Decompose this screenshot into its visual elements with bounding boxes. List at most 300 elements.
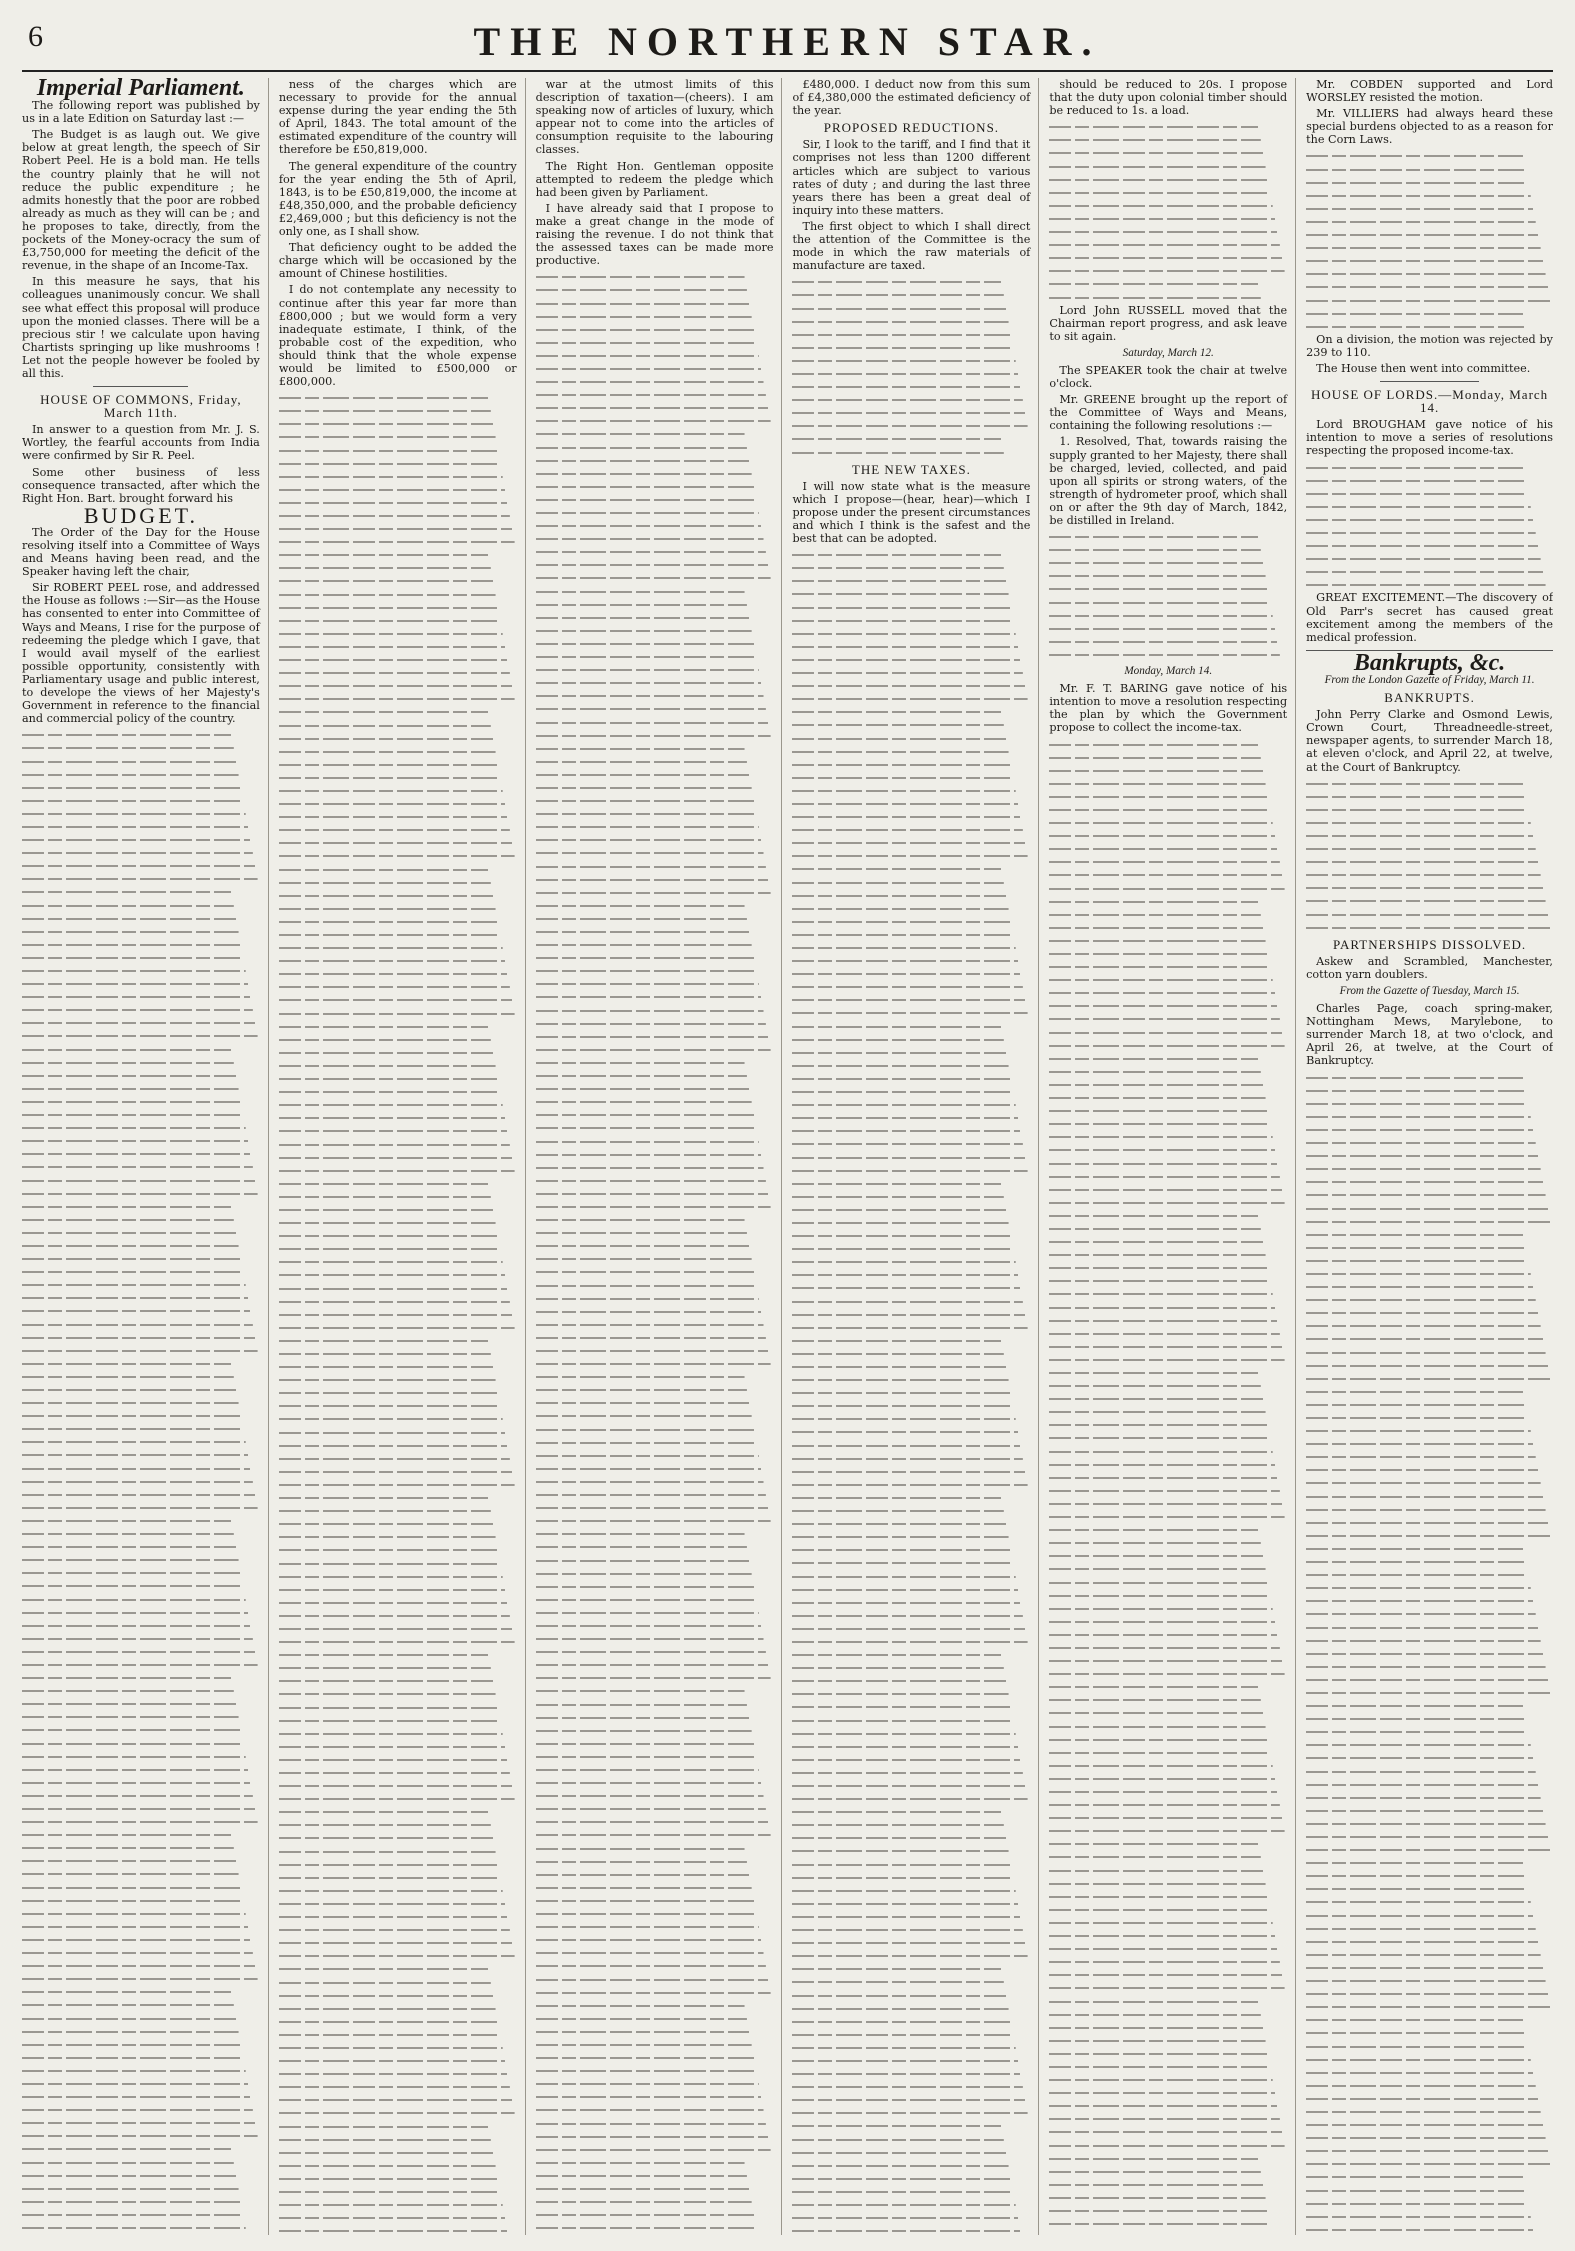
text-line — [22, 2182, 260, 2195]
text-line — [792, 393, 1030, 406]
text-line — [1049, 1510, 1287, 1523]
text-line — [279, 745, 517, 758]
text-line — [279, 1399, 517, 1412]
text-line — [279, 1360, 517, 1373]
text-line — [792, 1818, 1030, 1831]
text-line — [792, 1583, 1030, 1596]
text-line — [279, 954, 517, 967]
text-line — [536, 846, 774, 859]
text-line — [792, 1465, 1030, 1478]
text-line — [22, 912, 260, 925]
text-line — [1306, 803, 1553, 816]
text-line — [22, 1959, 260, 1972]
text-line — [22, 807, 260, 820]
text-line — [1306, 1935, 1553, 1948]
text-line — [1306, 1961, 1553, 1974]
text-line — [279, 509, 517, 522]
text-line — [1049, 1170, 1287, 1183]
subheading: PARTNERSHIPS DISSOLVED. — [1332, 936, 1527, 952]
text-continuation — [1306, 149, 1553, 332]
text-line — [279, 666, 517, 679]
text-line — [536, 362, 774, 375]
text-line — [279, 1596, 517, 1609]
text-line — [536, 1423, 774, 1436]
text-line — [792, 823, 1030, 836]
text-line — [792, 1190, 1030, 1203]
column-6 — [1306, 78, 1553, 2235]
paragraph: Mr. VILLIERS had always heard these special burdens objected to as a reason for the Corn Laws. — [1306, 107, 1553, 147]
text-line — [792, 941, 1030, 954]
text-line — [279, 889, 517, 902]
text-line — [536, 1436, 774, 1449]
text-line — [536, 1174, 774, 1187]
text-line — [1306, 1162, 1553, 1175]
text-line — [279, 784, 517, 797]
text-line — [279, 679, 517, 692]
paragraph: The first object to which I shall direct the attention of the Committee is the mode in which the raw materials of manufacture are taxed. — [792, 219, 1031, 273]
text-line — [536, 323, 774, 336]
text-line — [279, 2041, 517, 2054]
text-line — [536, 2077, 774, 2090]
text-line — [536, 2064, 774, 2077]
text-line — [792, 1059, 1030, 1072]
text-line — [1306, 1490, 1553, 1503]
text-line — [1306, 565, 1553, 578]
text-line — [792, 601, 1030, 614]
text-line — [536, 1645, 774, 1658]
text-line — [1049, 120, 1287, 133]
text-line — [279, 1334, 517, 1347]
text-line — [1049, 1562, 1287, 1575]
text-line — [1306, 1280, 1553, 1293]
text-line — [1049, 1798, 1287, 1811]
text-line — [1049, 1850, 1287, 1863]
text-line — [1306, 1332, 1553, 1345]
text-line — [536, 2025, 774, 2038]
text-line — [536, 1501, 774, 1514]
paragraph: should be reduced to 20s. I propose that the duty upon colonial timber should be reduced to 1s. a load. — [1049, 78, 1288, 118]
text-line — [536, 1409, 774, 1422]
text-line — [1306, 1411, 1553, 1424]
text-line — [792, 354, 1030, 367]
newspaper-title: THE NORTHERN STAR. — [473, 19, 1102, 64]
text-line — [536, 1514, 774, 1527]
text-line — [279, 561, 517, 574]
text-line — [1049, 251, 1287, 264]
text-line — [1306, 2170, 1553, 2183]
text-line — [1306, 1503, 1553, 1516]
text-line — [792, 1609, 1030, 1622]
text-line — [536, 2143, 774, 2156]
text-line — [22, 1370, 260, 1383]
text-line — [1049, 1693, 1287, 1706]
text-line — [1306, 202, 1553, 215]
text-line — [1306, 1791, 1553, 1804]
text-line — [1049, 1052, 1287, 1065]
text-line — [1049, 908, 1287, 921]
text-line — [536, 401, 774, 414]
text-line — [1049, 1955, 1287, 1968]
text-line — [1049, 609, 1287, 622]
text-line — [536, 1396, 774, 1409]
text-line — [22, 1972, 260, 1985]
text-line — [279, 522, 517, 535]
text-line — [22, 1789, 260, 1802]
text-line — [536, 886, 774, 899]
paragraph: The Budget is as laugh out. We give below at great length, the speech of Sir Robert Peel. He is a bold man. He tells the country plainly that he will not reduce the public expenditure ; he admits honestly that the poor are robbed already as much as they will can be ; and he proposes to take, directly, from the pockets of the Money-ocracy the sum of £3,750,000 for meeting the deficit of the revenue, in the shape of an Income-Tax. — [22, 128, 260, 273]
text-line — [536, 1580, 774, 1593]
text-line — [1306, 1372, 1553, 1385]
text-line — [1049, 186, 1287, 199]
text-line — [279, 2224, 517, 2235]
text-line — [792, 758, 1030, 771]
text-line — [22, 2103, 260, 2116]
text-line — [1306, 1712, 1553, 1725]
text-line — [792, 1491, 1030, 1504]
text-line — [22, 1265, 260, 1278]
text-line — [22, 1841, 260, 1854]
text-line — [1049, 803, 1287, 816]
text-line — [22, 1278, 260, 1291]
text-line — [792, 1687, 1030, 1700]
text-line — [22, 1619, 260, 1632]
text-line — [279, 771, 517, 784]
text-line — [536, 1737, 774, 1750]
text-line — [279, 1059, 517, 1072]
text-line — [792, 1268, 1030, 1281]
text-line — [1049, 2230, 1287, 2235]
text-line — [22, 1815, 260, 1828]
text-line — [22, 859, 260, 872]
paragraph: £480,000. I deduct now from this sum of £4,380,000 the estimated deficiency of the year. — [792, 78, 1031, 118]
text-line — [792, 967, 1030, 980]
text-line — [792, 1216, 1030, 1229]
paragraph: Sir ROBERT PEEL rose, and addressed the House as follows :—Sir—as the House has consented to enter into Committee of Ways and Means, I rise for the purpose of redeeming the pledge which I gave, that I would avail myself of the earliest possible opportunity, consistently with Parliamentary usage and public interest, to develope the views of her Majesty's Government in reference to the financial and commercial policy of the country. — [22, 581, 260, 726]
column-4 — [792, 78, 1039, 2235]
text-line — [279, 902, 517, 915]
text-line — [22, 2012, 260, 2025]
text-line — [792, 1098, 1030, 1111]
text-line — [792, 1530, 1030, 1543]
text-line — [536, 545, 774, 558]
text-line — [279, 2080, 517, 2093]
text-line — [22, 1593, 260, 1606]
text-line — [536, 1698, 774, 1711]
text-line — [1306, 1987, 1553, 2000]
section-heading: Bankrupts, &c. — [1353, 649, 1506, 676]
text-line — [1306, 487, 1553, 500]
text-line — [1049, 1183, 1287, 1196]
text-line — [1306, 526, 1553, 539]
text-line — [536, 1855, 774, 1868]
text-line — [279, 836, 517, 849]
text-line — [22, 1187, 260, 1200]
text-line — [792, 1151, 1030, 1164]
text-line — [22, 1357, 260, 1370]
text-line — [1049, 1785, 1287, 1798]
text-line — [536, 585, 774, 598]
text-line — [1049, 2021, 1287, 2034]
text-line — [536, 1187, 774, 1200]
text-line — [536, 964, 774, 977]
text-line — [279, 2211, 517, 2224]
text-line — [22, 1723, 260, 1736]
text-line — [22, 1462, 260, 1475]
text-line — [22, 1920, 260, 1933]
text-line — [536, 1252, 774, 1265]
text-line — [792, 1242, 1030, 1255]
text-line — [536, 951, 774, 964]
text-line — [279, 980, 517, 993]
masthead-rule — [22, 70, 1553, 72]
text-line — [792, 367, 1030, 380]
text-line — [792, 587, 1030, 600]
text-line — [22, 741, 260, 754]
text-line — [279, 1949, 517, 1962]
subheading: From the London Gazette of Friday, March 11. — [1324, 673, 1535, 686]
text-line — [1306, 790, 1553, 803]
text-line — [279, 391, 517, 404]
text-line — [279, 548, 517, 561]
text-line — [536, 1357, 774, 1370]
text-line — [1049, 1012, 1287, 1025]
text-line — [536, 2169, 774, 2182]
text-line — [1049, 855, 1287, 868]
text-line — [1306, 2210, 1553, 2223]
text-line — [22, 1383, 260, 1396]
text-line — [536, 349, 774, 362]
text-line — [22, 833, 260, 846]
text-line — [1049, 1995, 1287, 2008]
text-line — [22, 1881, 260, 1894]
text-line — [279, 849, 517, 862]
text-line — [792, 1478, 1030, 1491]
text-line — [1306, 1215, 1553, 1228]
text-line — [22, 1606, 260, 1619]
text-line — [22, 1763, 260, 1776]
text-line — [1306, 2066, 1553, 2079]
text-line — [792, 380, 1030, 393]
text-line — [1306, 1751, 1553, 1764]
text-line — [1049, 947, 1287, 960]
paragraph: Some other business of less consequence transacted, after which the Right Hon. Bart. brought forward his — [22, 465, 260, 505]
text-continuation — [1306, 1071, 1553, 2235]
text-line — [1049, 277, 1287, 290]
paragraph: Mr. F. T. BARING gave notice of his intention to move a resolution respecting the plan by which the Government propose to collect the income-tax. — [1049, 682, 1288, 735]
text-line — [279, 1085, 517, 1098]
text-line — [22, 1291, 260, 1304]
text-line — [792, 1596, 1030, 1609]
text-line — [279, 1007, 517, 1020]
text-line — [536, 1082, 774, 1095]
text-continuation — [1306, 461, 1553, 592]
text-line — [1049, 2112, 1287, 2125]
text-line — [1049, 1497, 1287, 1510]
text-line — [1049, 868, 1287, 881]
text-line — [279, 928, 517, 941]
text-line — [792, 1753, 1030, 1766]
text-line — [536, 336, 774, 349]
paragraph: Mr. GREENE brought up the report of the Committee of Ways and Means, containing the following resolutions :— — [1049, 393, 1288, 433]
text-line — [279, 1386, 517, 1399]
text-line — [1049, 1837, 1287, 1850]
text-line — [536, 2090, 774, 2103]
text-line — [536, 663, 774, 676]
text-line — [536, 794, 774, 807]
text-line — [536, 2156, 774, 2169]
text-line — [279, 1923, 517, 1936]
text-line — [279, 1098, 517, 1111]
text-line — [1049, 1641, 1287, 1654]
text-line — [536, 1606, 774, 1619]
text-line — [536, 2051, 774, 2064]
text-line — [279, 1203, 517, 1216]
paragraph: Askew and Scrambled, Manchester, cotton yarn doublers. — [1306, 954, 1553, 981]
text-line — [279, 1504, 517, 1517]
text-line — [22, 2208, 260, 2221]
text-line — [792, 1452, 1030, 1465]
text-line — [1306, 176, 1553, 189]
text-line — [536, 925, 774, 938]
text-line — [279, 1111, 517, 1124]
text-line — [1306, 149, 1553, 162]
text-line — [792, 1386, 1030, 1399]
paragraph: Lord BROUGHAM gave notice of his intention to move a series of resolutions respecting the proposed income-tax. — [1306, 418, 1553, 458]
text-line — [792, 1661, 1030, 1674]
text-line — [536, 1095, 774, 1108]
text-line — [1049, 2139, 1287, 2152]
text-line — [279, 1046, 517, 1059]
text-line — [1306, 1869, 1553, 1882]
text-line — [792, 1006, 1030, 1019]
text-line — [22, 1121, 260, 1134]
text-line — [792, 1072, 1030, 1085]
text-line — [1306, 320, 1553, 333]
text-line — [279, 1190, 517, 1203]
text-line — [1049, 2204, 1287, 2217]
text-line — [536, 637, 774, 650]
paragraph: The SPEAKER took the chair at twelve o'clock. — [1049, 363, 1288, 391]
text-line — [792, 1321, 1030, 1334]
text-line — [536, 624, 774, 637]
text-line — [279, 1557, 517, 1570]
text-line — [22, 1252, 260, 1265]
text-line — [279, 1897, 517, 1910]
text-line — [22, 951, 260, 964]
text-line — [536, 1318, 774, 1331]
text-line — [279, 1687, 517, 1700]
text-line — [1049, 1065, 1287, 1078]
text-line — [1306, 552, 1553, 565]
text-line — [1306, 2157, 1553, 2170]
text-line — [792, 2080, 1030, 2093]
text-line — [1049, 1261, 1287, 1274]
text-line — [22, 1985, 260, 1998]
text-line — [536, 1671, 774, 1684]
paragraph: John Perry Clarke and Osmond Lewis, Crown Court, Threadneedle-street, newspaper agents, to surrender March 18, at eleven o'clock, and April 22, at twelve, at the Court of Bankruptcy. — [1306, 708, 1553, 774]
text-line — [1049, 238, 1287, 251]
text-line — [536, 1567, 774, 1580]
text-line — [536, 1946, 774, 1959]
text-line — [1306, 578, 1553, 591]
text-line — [1049, 1536, 1287, 1549]
text-line — [536, 807, 774, 820]
text-line — [22, 1435, 260, 1448]
text-line — [536, 742, 774, 755]
text-line — [1049, 829, 1287, 842]
text-line — [279, 1845, 517, 1858]
text-line — [536, 755, 774, 768]
text-line — [22, 728, 260, 741]
text-line — [1306, 1699, 1553, 1712]
text-line — [536, 1684, 774, 1697]
text-line — [536, 1658, 774, 1671]
text-line — [22, 1514, 260, 1527]
text-line — [1306, 829, 1553, 842]
text-line — [792, 797, 1030, 810]
text-line — [1306, 2026, 1553, 2039]
text-line — [536, 1331, 774, 1344]
text-line — [1306, 2184, 1553, 2197]
text-line — [279, 2015, 517, 2028]
paragraph: In this measure he says, that his colleagues unanimously concur. We shall see what effect this proposal will produce upon the monied classes. There will be a precious stir ! we calculate upon having Chartists springing up like mushrooms ! Let not the people however be fooled by all this. — [22, 275, 260, 380]
text-line — [792, 732, 1030, 745]
text-line — [1049, 1157, 1287, 1170]
text-line — [1306, 1594, 1553, 1607]
text-line — [792, 1308, 1030, 1321]
text-line — [536, 1108, 774, 1121]
text-line — [792, 1281, 1030, 1294]
text-line — [792, 561, 1030, 574]
text-line — [536, 833, 774, 846]
text-line — [1049, 2191, 1287, 2204]
text-line — [279, 1543, 517, 1556]
text-line — [792, 432, 1030, 445]
text-line — [1306, 474, 1553, 487]
text-line — [792, 993, 1030, 1006]
text-line — [792, 2093, 1030, 2106]
text-line — [1049, 2086, 1287, 2099]
text-line — [22, 1422, 260, 1435]
text-line — [536, 912, 774, 925]
text-line — [1306, 2144, 1553, 2157]
text-line — [1049, 1523, 1287, 1536]
text-line — [22, 1108, 260, 1121]
text-line — [1306, 2079, 1553, 2092]
text-line — [279, 1648, 517, 1661]
text-line — [1306, 500, 1553, 513]
text-line — [22, 1239, 260, 1252]
text-line — [536, 1370, 774, 1383]
text-line — [22, 1082, 260, 1095]
text-line — [536, 1344, 774, 1357]
text-line — [792, 1714, 1030, 1727]
text-line — [22, 1029, 260, 1042]
text-line — [536, 506, 774, 519]
text-line — [22, 2234, 260, 2235]
text-line — [1049, 543, 1287, 556]
text-line — [536, 689, 774, 702]
text-line — [22, 964, 260, 977]
text-line — [1306, 1110, 1553, 1123]
text-line — [22, 768, 260, 781]
text-line — [536, 702, 774, 715]
text-line — [22, 755, 260, 768]
text-line — [22, 925, 260, 938]
text-line — [279, 601, 517, 614]
text-line — [1306, 1555, 1553, 1568]
text-line — [792, 2054, 1030, 2067]
